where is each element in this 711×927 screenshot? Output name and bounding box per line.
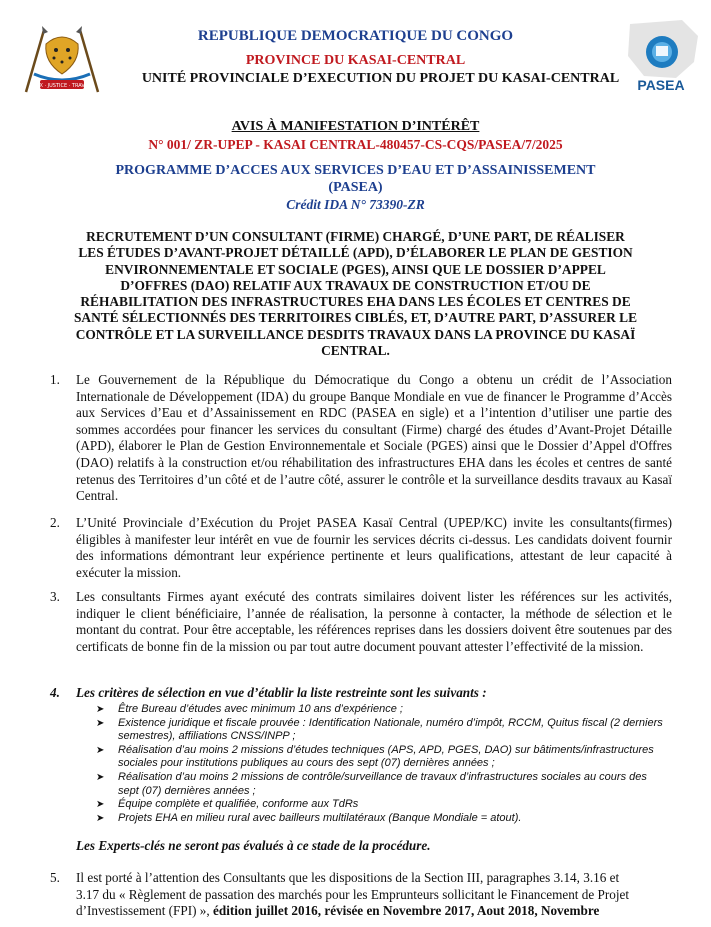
- subject-line: CENTRAL.: [321, 343, 390, 359]
- notice-reference: N° 001/ ZR-UPEP - KASAI CENTRAL-480457-CS-CQS/PASEA/7/2025: [148, 137, 563, 152]
- paragraph-1: Le Gouvernement de la République du Démocratique du Congo a obtenu un crédit de l’Association Internationale de Développement (IDA) du groupe Banque Mondiale en vue de financer le Programme d’Accès aux Services d’Eau et d’Assainissement en RDC (PASEA en sigle) et a l’intention d’utiliser une partie des sommes accordées pour financer les services du consultant (Firme) chargé des études d’Avant-Projet Détaille (APD), élaborer le Plan de Gestion Environnementale et Sociale (PGES) ainsi que le Dossier d’Appel d'Offres (DAO) relatifs à la construction et/ou réhabilitation des infrastructures EHA dans les écoles et centres de santé retenus des Territoires d’un côté et de l’autre côté, assurer le contrôle et la surveillance desdits travaux au Kasaï Central.: [76, 372, 672, 504]
- criteria-item: ➤ Équipe complète et qualifiée, conforme aux TdRs: [94, 798, 664, 812]
- paragraph-2: L’Unité Provinciale d’Exécution du Projet PASEA Kasaï Central (UPEP/KC) invite les consultants(firmes) éligibles à manifester leur intérêt en vue de fournir les services décrits ci-dessus. Les candidats doivent fournir des informations démontrant leur expérience pertinente et leurs qualifications, attestant de leur capacité à exécuter la mission.: [76, 515, 672, 580]
- criteria-list: [94, 703, 664, 825]
- subject-line: ENVIRONNEMENTALE ET SOCIALE (PGES), AINSI QUE LE DOSSIER D’APPEL: [105, 261, 606, 277]
- pasea-logo-text: PASEA: [637, 77, 685, 93]
- subject-line: RÉHABILITATION DES INFRASTRUCTURES EHA DANS LES ÉCOLES ET CENTRES DE: [80, 294, 631, 310]
- experts-note: Les Experts-clés ne seront pas évalués à ce stade de la procédure.: [76, 838, 431, 853]
- paragraph-5-edition: édition juillet 2016, révisée en Novembre 2017, Aout 2018, Novembre: [213, 903, 600, 919]
- program-title: PROGRAMME D’ACCES AUX SERVICES D’EAU ET D’ASSAINISSEMENT: [115, 163, 596, 178]
- subject-line: LES ÉTUDES D’AVANT-PROJET DÉTAILLÉ (APD), D’ÉLABORER LE PLAN DE GESTION: [78, 245, 633, 261]
- paragraph-5-line: 3.17 du « Règlement de passation des marchés pour les Emprunteurs sollicitant le Financement de Projet: [76, 886, 630, 902]
- credit-number: Crédit IDA N° 73390-ZR: [286, 197, 425, 212]
- subject-line: D’OFFRES (DAO) RELATIF AUX TRAVAUX DE CONSTRUCTION ET/OU DE: [120, 277, 591, 293]
- paragraph-number: 3.: [50, 589, 60, 604]
- paragraph-number: 1.: [50, 372, 60, 387]
- subject-line: SANTÉ SÉLECTIONNÉS DES TERRITOIRES CIBLÉS, ET, D’AUTRE PART, D’ASSURER LE: [73, 310, 638, 326]
- notice-title: AVIS À MANIFESTATION D’INTÉRÊT: [231, 119, 480, 134]
- subject-line: CONTRÔLE ET LA SURVEILLANCE DESDITS TRAVAUX DANS LA PROVINCE DU KASAÏ: [75, 326, 636, 342]
- coat-of-arms-motto: PAIX · JUSTICE · TRAVAIL: [31, 83, 93, 89]
- criteria-item: ➤ Réalisation d’au moins 2 missions d’études techniques (APS, APD, PGES, DAO) sur bâtiments/infrastructures sociales pour institutions publiques au cours des sept (07) dernières années ;: [94, 744, 664, 771]
- paragraph-number: 4.: [50, 685, 60, 700]
- unit-title: UNITÉ PROVINCIALE D’EXECUTION DU PROJET DU KASAI-CENTRAL: [141, 71, 620, 86]
- criteria-heading: Les critères de sélection en vue d’établir la liste restreinte sont les suivants :: [76, 685, 487, 700]
- program-acronym: (PASEA): [328, 180, 383, 195]
- criteria-item: ➤ Existence juridique et fiscale prouvée : Identification Nationale, numéro d’impôt, RCCM, Quitus fiscal (2 derniers semestres), affiliations CNSS/INPP ;: [94, 717, 664, 744]
- paragraph-5-line: Il est porté à l’attention des Consultants que les dispositions de la Section III, paragraphes 3.14, 3.16 et: [76, 870, 620, 885]
- paragraph-5: [76, 870, 672, 920]
- subject-block: [0, 229, 711, 359]
- paragraph-5-fragment: d’Investissement (FPI) »,: [76, 903, 213, 919]
- criteria-item: ➤ Réalisation d’au moins 2 missions de contrôle/surveillance de travaux d’infrastructures sociales au cours des sept (07) dernières années ;: [94, 771, 664, 798]
- criteria-item: ➤ Être Bureau d’études avec minimum 10 ans d’expérience ;: [94, 703, 664, 717]
- criteria-item: ➤ Projets EHA en milieu rural avec bailleurs multilatéraux (Banque Mondiale = atout).: [94, 812, 664, 826]
- subject-line: RECRUTEMENT D’UN CONSULTANT (FIRME) CHARGÉ, D’UNE PART, DE RÉALISER: [86, 229, 625, 244]
- province-title: PROVINCE DU KASAI-CENTRAL: [245, 53, 466, 68]
- paragraph-5-line: [76, 903, 672, 920]
- paragraph-3: Les consultants Firmes ayant exécuté des contrats similaires doivent lister les références sur les activités, indiquer le client bénéficiaire, l’année de réalisation, la personne à contacter, la méthode de sélection et le montant du contrat. Pour être acceptable, les références reprises dans les dossiers doivent être soutenues par des certificats de bonne fin de la mission ou par tout autre document pouvant attester l’effectivité de la mission.: [76, 589, 672, 654]
- paragraph-number: 5.: [50, 870, 60, 885]
- country-title: REPUBLIQUE DEMOCRATIQUE DU CONGO: [197, 28, 514, 44]
- paragraph-number: 2.: [50, 515, 60, 530]
